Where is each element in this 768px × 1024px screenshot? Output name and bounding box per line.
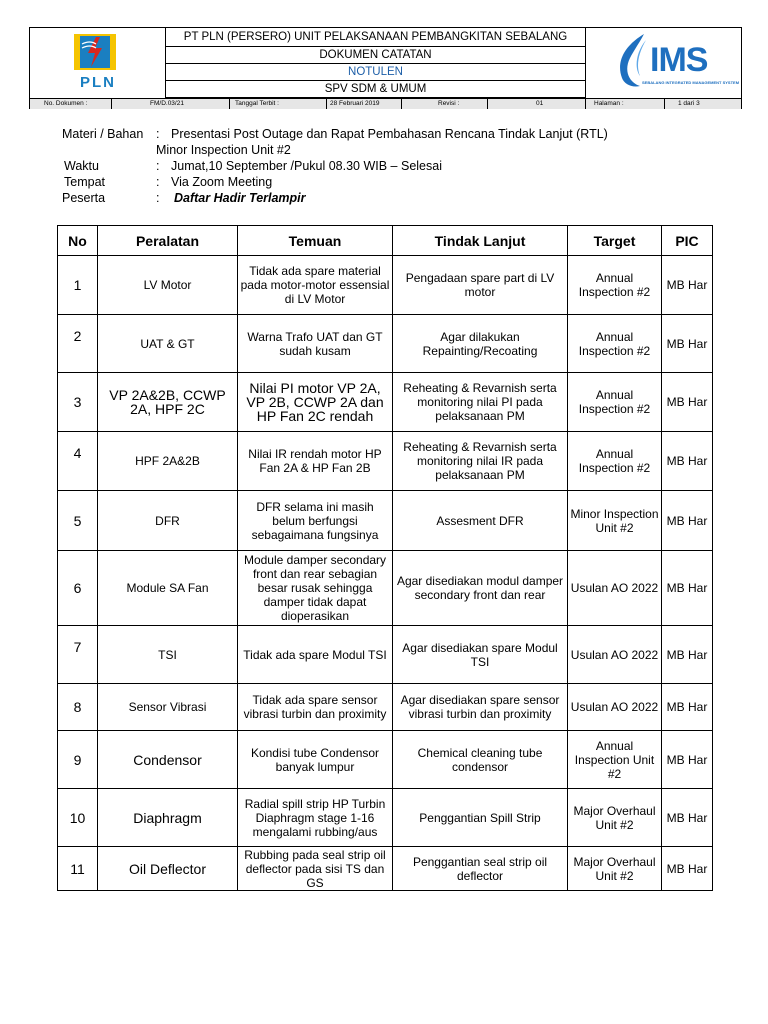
- cell-no: 8: [58, 684, 98, 731]
- meta-divider: [487, 99, 488, 109]
- tanggal-value: 28 Februari 2019: [330, 100, 380, 107]
- colon: :: [156, 191, 160, 205]
- cell-tindak-lanjut: Reheating & Revarnish serta monitoring nilai IR pada pelaksanaan PM: [393, 432, 568, 491]
- cell-target: Usulan AO 2022: [568, 684, 662, 731]
- cell-peralatan: Sensor Vibrasi: [98, 684, 238, 731]
- no-dokumen-value: FM/D.03/21: [150, 100, 184, 107]
- table-row: [58, 315, 713, 373]
- colon: :: [156, 127, 160, 141]
- cell-peralatan: TSI: [98, 626, 238, 684]
- cell-tindak-lanjut: Agar disediakan modul damper secondary front dan rear: [393, 551, 568, 626]
- materi-value: Presentasi Post Outage dan Rapat Pembahasan Rencana Tindak Lanjut (RTL): [171, 127, 608, 141]
- cell-temuan: Warna Trafo UAT dan GT sudah kusam: [238, 315, 393, 373]
- cell-target: Usulan AO 2022: [568, 551, 662, 626]
- cell-tindak-lanjut: Agar dilakukan Repainting/Recoating: [393, 315, 568, 373]
- document-name: NOTULEN: [166, 64, 585, 81]
- cell-target: Minor Inspection Unit #2: [568, 491, 662, 551]
- cell-temuan: Kondisi tube Condensor banyak lumpur: [238, 731, 393, 789]
- cell-pic: MB Har: [662, 432, 713, 491]
- cell-target: Usulan AO 2022: [568, 626, 662, 684]
- table-header-row: [58, 226, 713, 256]
- meta-divider: [585, 99, 586, 109]
- ims-logo-subtitle: SEBALANG INTEGRATED MANAGEMENT SYSTEM: [642, 80, 740, 85]
- table-row: [58, 731, 713, 789]
- cell-peralatan: VP 2A&2B, CCWP 2A, HPF 2C: [98, 373, 238, 432]
- cell-temuan: Radial spill strip HP Turbin Diaphragm stage 1-16 mengalami rubbing/aus: [238, 789, 393, 847]
- pln-logo-cell: [30, 28, 166, 98]
- cell-target: Annual Inspection Unit #2: [568, 731, 662, 789]
- meta-divider: [401, 99, 402, 109]
- halaman-value: 1 dari 3: [678, 100, 700, 107]
- cell-no: 5: [58, 491, 98, 551]
- cell-peralatan: Diaphragm: [98, 789, 238, 847]
- cell-temuan: Module damper secondary front dan rear sebagian besar rusak sehingga damper tidak dapat dioperasikan: [238, 551, 393, 626]
- column-header-tindak-lanjut: Tindak Lanjut: [393, 226, 568, 256]
- cell-tindak-lanjut: Penggantian seal strip oil deflector: [393, 847, 568, 891]
- cell-peralatan: HPF 2A&2B: [98, 432, 238, 491]
- colon: :: [156, 175, 160, 189]
- cell-peralatan: Module SA Fan: [98, 551, 238, 626]
- cell-pic: MB Har: [662, 315, 713, 373]
- meta-divider: [664, 99, 665, 109]
- table-row: [58, 847, 713, 891]
- pln-logo-icon: [74, 34, 116, 70]
- materi-label: Materi / Bahan: [62, 127, 144, 141]
- cell-target: Annual Inspection #2: [568, 373, 662, 432]
- cell-no: 7: [58, 626, 98, 684]
- cell-peralatan: DFR: [98, 491, 238, 551]
- waktu-label: Waktu: [64, 159, 99, 173]
- table-row: [58, 256, 713, 315]
- revisi-label: Revisi :: [438, 100, 460, 107]
- cell-peralatan: LV Motor: [98, 256, 238, 315]
- no-dokumen-label: No. Dokumen :: [44, 100, 88, 107]
- cell-tindak-lanjut: Pengadaan spare part di LV motor: [393, 256, 568, 315]
- ims-logo-cell: [585, 28, 741, 98]
- table-row: [58, 684, 713, 731]
- cell-temuan: Tidak ada spare sensor vibrasi turbin dan proximity: [238, 684, 393, 731]
- cell-peralatan: Oil Deflector: [98, 847, 238, 891]
- ims-logo-text: IMS: [650, 41, 708, 79]
- document-meta-row: [30, 98, 741, 109]
- cell-no: 9: [58, 731, 98, 789]
- document-type: DOKUMEN CATATAN: [166, 47, 585, 64]
- tanggal-label: Tanggal Terbit :: [235, 100, 279, 107]
- cell-pic: MB Har: [662, 684, 713, 731]
- cell-target: Annual Inspection #2: [568, 256, 662, 315]
- column-header-pic: PIC: [662, 226, 713, 256]
- table-row: [58, 626, 713, 684]
- cell-temuan: Nilai PI motor VP 2A, VP 2B, CCWP 2A dan HP Fan 2C rendah: [238, 373, 393, 432]
- table-row: [58, 789, 713, 847]
- cell-tindak-lanjut: Reheating & Revarnish serta monitoring nilai PI pada pelaksanaan PM: [393, 373, 568, 432]
- cell-temuan: Nilai IR rendah motor HP Fan 2A & HP Fan 2B: [238, 432, 393, 491]
- document-header: [29, 27, 742, 109]
- cell-no: 3: [58, 373, 98, 432]
- meta-divider: [326, 99, 327, 109]
- cell-pic: MB Har: [662, 626, 713, 684]
- cell-temuan: Rubbing pada seal strip oil deflector pada sisi TS dan GS: [238, 847, 393, 891]
- cell-tindak-lanjut: Chemical cleaning tube condensor: [393, 731, 568, 789]
- halaman-label: Halaman :: [594, 100, 624, 107]
- cell-no: 2: [58, 315, 98, 373]
- cell-peralatan: Condensor: [98, 731, 238, 789]
- cell-no: 1: [58, 256, 98, 315]
- materi-value-line-2: Minor Inspection Unit #2: [156, 143, 291, 157]
- cell-target: Major Overhaul Unit #2: [568, 847, 662, 891]
- cell-peralatan: UAT & GT: [98, 315, 238, 373]
- tempat-value: Via Zoom Meeting: [171, 175, 273, 189]
- findings-table: [57, 225, 713, 891]
- cell-tindak-lanjut: Agar disediakan spare Modul TSI: [393, 626, 568, 684]
- column-header-peralatan: Peralatan: [98, 226, 238, 256]
- colon: :: [156, 159, 160, 173]
- cell-no: 6: [58, 551, 98, 626]
- waktu-value: Jumat,10 September /Pukul 08.30 WIB – Selesai: [171, 159, 442, 173]
- table-row: [58, 551, 713, 626]
- pln-logo-text: PLN: [80, 74, 116, 91]
- cell-pic: MB Har: [662, 373, 713, 432]
- cell-target: Major Overhaul Unit #2: [568, 789, 662, 847]
- cell-pic: MB Har: [662, 847, 713, 891]
- cell-pic: MB Har: [662, 789, 713, 847]
- cell-temuan: DFR selama ini masih belum berfungsi sebagaimana fungsinya: [238, 491, 393, 551]
- table-row: [58, 432, 713, 491]
- cell-temuan: Tidak ada spare Modul TSI: [238, 626, 393, 684]
- column-header-target: Target: [568, 226, 662, 256]
- cell-no: 11: [58, 847, 98, 891]
- department: SPV SDM & UMUM: [166, 81, 585, 98]
- cell-no: 10: [58, 789, 98, 847]
- column-header-no: No: [58, 226, 98, 256]
- meta-divider: [111, 99, 112, 109]
- table-row: [58, 491, 713, 551]
- cell-target: Annual Inspection #2: [568, 432, 662, 491]
- cell-no: 4: [58, 432, 98, 491]
- peserta-value: Daftar Hadir Terlampir: [174, 191, 306, 205]
- cell-tindak-lanjut: Agar disediakan spare sensor vibrasi turbin dan proximity: [393, 684, 568, 731]
- cell-pic: MB Har: [662, 491, 713, 551]
- revisi-value: 01: [536, 100, 544, 107]
- cell-pic: MB Har: [662, 731, 713, 789]
- cell-tindak-lanjut: Assesment DFR: [393, 491, 568, 551]
- cell-pic: MB Har: [662, 551, 713, 626]
- cell-tindak-lanjut: Penggantian Spill Strip: [393, 789, 568, 847]
- column-header-temuan: Temuan: [238, 226, 393, 256]
- tempat-label: Tempat: [64, 175, 105, 189]
- table-row: [58, 373, 713, 432]
- cell-pic: MB Har: [662, 256, 713, 315]
- cell-temuan: Tidak ada spare material pada motor-motor essensial di LV Motor: [238, 256, 393, 315]
- meta-divider: [229, 99, 230, 109]
- company-name: PT PLN (PERSERO) UNIT PELAKSANAAN PEMBANGKITAN SEBALANG: [166, 28, 585, 47]
- peserta-label: Peserta: [62, 191, 106, 205]
- cell-target: Annual Inspection #2: [568, 315, 662, 373]
